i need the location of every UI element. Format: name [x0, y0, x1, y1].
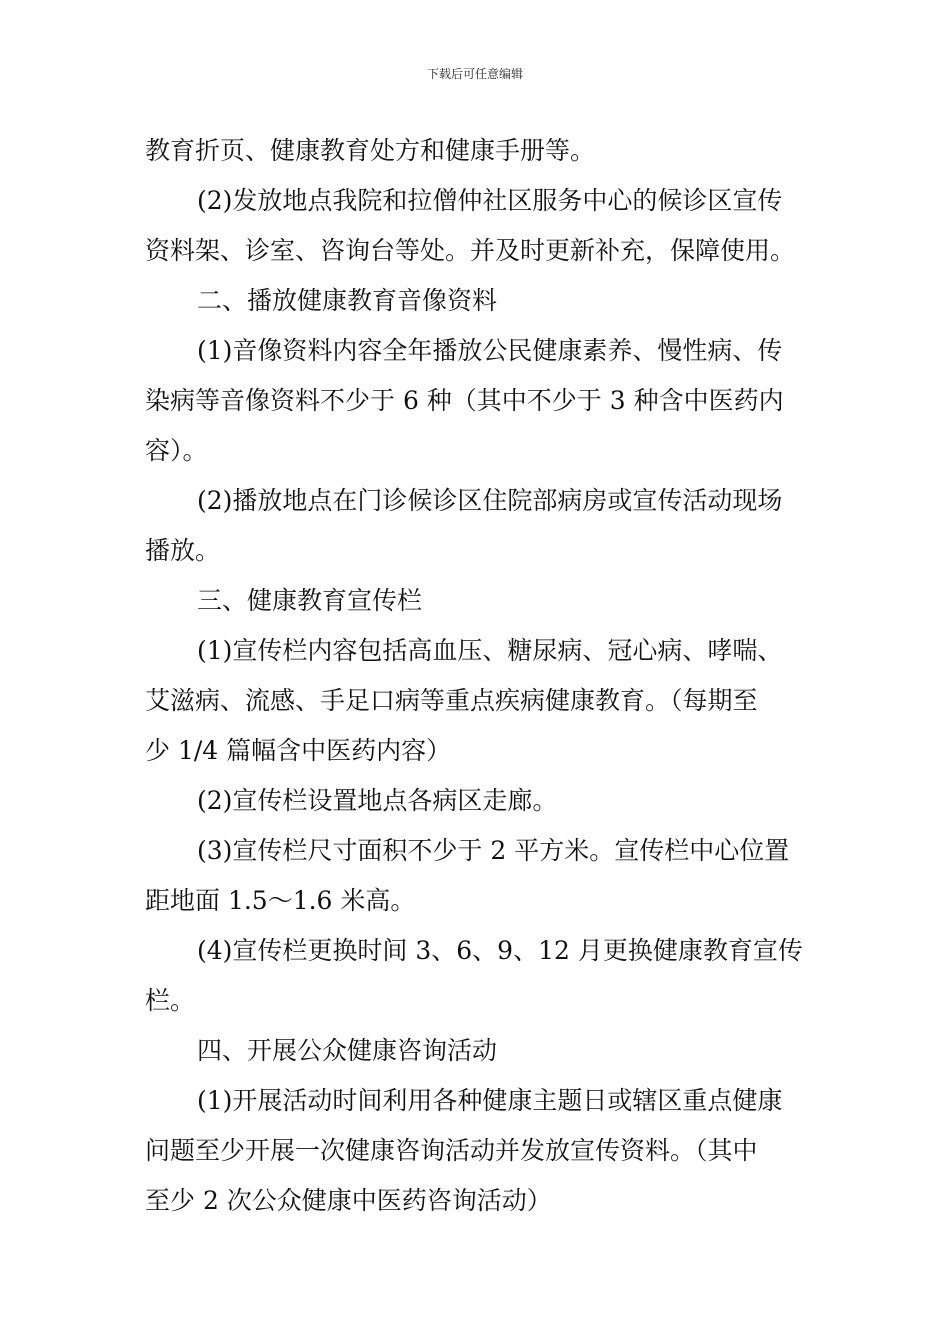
text-line: 栏。: [145, 986, 196, 1015]
section-heading: 三、健康教育宣传栏: [197, 586, 423, 615]
section-heading: 二、播放健康教育音像资料: [197, 286, 498, 315]
text-line: 距地面 1.5～1.6 米高。: [145, 886, 416, 915]
text-line: 问题至少开展一次健康咨询活动并发放宣传资料。（其中: [145, 1136, 758, 1165]
text-line: 少 1/4 篇幅含中医药内容）: [145, 736, 452, 765]
text-line: (2)宣传栏设置地点各病区走廊。: [197, 786, 558, 815]
text-line: 染病等音像资料不少于 6 种（其中不少于 3 种含中医药内: [145, 386, 784, 415]
text-line: 容）。: [145, 436, 208, 465]
text-line: 艾滋病、流感、手足口病等重点疾病健康教育。（每期至: [145, 686, 758, 715]
document-body: [145, 126, 810, 1226]
text-line: (2)播放地点在门诊候诊区住院部病房或宣传活动现场: [197, 486, 783, 515]
text-line: (1)宣传栏内容包括高血压、糖尿病、冠心病、哮喘、: [197, 636, 783, 665]
text-line: (4)宣传栏更换时间 3、6、9、12 月更换健康教育宣传: [197, 936, 803, 965]
text-line: 教育折页、健康教育处方和健康手册等。: [145, 136, 596, 165]
text-line: 资料架、诊室、咨询台等处。并及时更新补充，保障使用。: [145, 236, 796, 265]
section-heading: 四、开展公众健康咨询活动: [197, 1036, 498, 1065]
text-line: (1)音像资料内容全年播放公民健康素养、慢性病、传: [197, 336, 783, 365]
text-line: (3)宣传栏尺寸面积不少于 2 平方米。宣传栏中心位置: [197, 836, 790, 865]
text-line: 至少 2 次公众健康中医药咨询活动）: [145, 1186, 552, 1215]
text-line: (2)发放地点我院和拉僧仲社区服务中心的候诊区宣传: [197, 186, 783, 215]
page-header: 下载后可任意编辑: [426, 67, 523, 81]
text-line: 播放。: [145, 536, 221, 565]
text-line: (1)开展活动时间利用各种健康主题日或辖区重点健康: [197, 1086, 783, 1115]
